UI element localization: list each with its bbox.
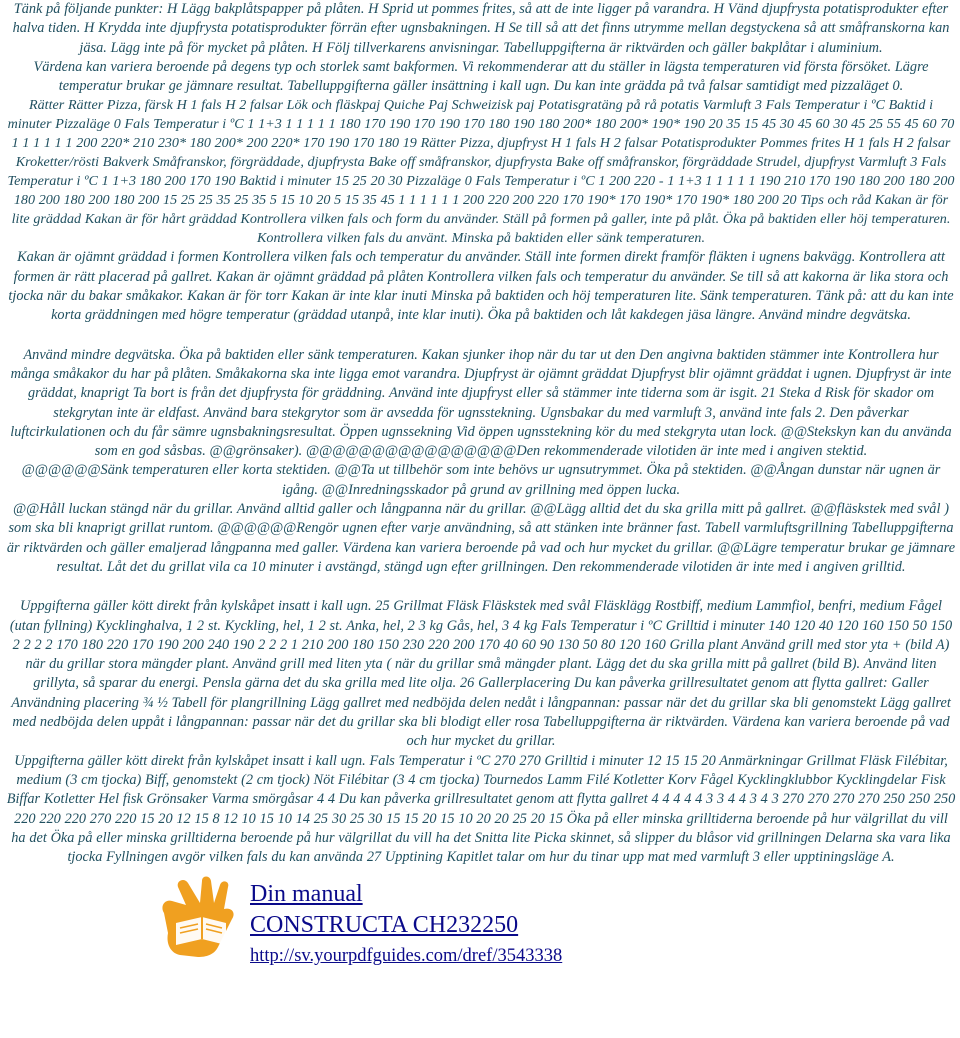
paragraph-baking-notes: Värdena kan variera beroende på degens typ och storlek samt bakformen. Vi rekommenderar att du ställer in lägsta temperaturen vid första försöket. Lägre temperatur brukar ge jämnare resultat. Tabelluppgifterna gäller insättning i kall ugn. Du kan inte grädda på två falsar samtidigt med pizzaläget 0. bbox=[33, 58, 929, 95]
paragraph-baking-table: Rätter Rätter Pizza, färsk H 1 fals H 2 falsar Lök och fläskpaj Quiche Paj Schweizisk paj Potatisgratäng på rå potatis Varmluft 3 Fals Temperatur i ºC Baktid i minuter Pizzaläge 0 Fals Temperatur i ºC 1 1+3 1 1 1 1 1 180 170 190 170 190 170 180 190 180 200* 180 200* 190* 190 20 35 15 45 30 45 60 30 45 25 55 45 60 70 1 1 1 1 1 1 200 220* 210 230* 180 200* 200 220* 170 190 170 180 19 Rätter Pizza, djupfryst H 1 fals H 2 falsar Potatisprodukter Pommes frites H 1 fals H 2 falsar Kroketter/rösti Bakverk Småfranskor, förgräddade, djupfrysta Bake off småfranskor, djupfrysta Bake off småfranskor, förgräddade Strudel, djupfryst Varmluft 3 Fals Temperatur i ºC 1 1+3 180 200 170 190 Baktid i minuter 15 25 20 30 Pizzaläge 0 Fals Temperatur i ºC 1 200 220 - 1 1+3 1 1 1 1 1 190 210 170 190 180 200 180 200 180 200 180 200 180 200 15 25 25 35 25 35 5 15 10 20 5 15 35 45 1 1 1 1 1 1 200 220 200 220 170 190* 170 190* 170 190* 180 200 20 Tips och råd Kakan är för lite gräddad Kakan är för hårt gräddad Kontrollera vilken fals och form du använder. Ställ på formen på galler, inte på plåt. Öka på baktiden eller höj temperaturen. Kontrollera vilken fals du använt. Minska på baktiden eller sänk temperaturen. bbox=[7, 97, 955, 247]
spacer bbox=[6, 326, 956, 346]
paragraph-roasting-tips: @@@@@@Sänk temperaturen eller korta stektiden. @@Ta ut tillbehör som inte behövs ur ugnsutrymmet. Öka på stektiden. @@Ångan dunstar när ugnen är igång. @@Inredningsskador på grund av grillning med öppen lucka. bbox=[21, 462, 941, 498]
product-link[interactable]: CONSTRUCTA CH232250 bbox=[250, 912, 519, 939]
manual-footer bbox=[6, 871, 956, 971]
paragraph-oven-tips: Tänk på följande punkter: H Lägg bakplåtspapper på plåten. H Sprid ut pommes frites, så att de inte ligger på varandra. H Vänd djupfrysta potatisprodukter efter halva tiden. H Krydda inte djupfrysta potatisprodukter förrän efter ugnsbakningen. H Se till så att det finns utrymme mellan degstyckena så att småfranskorna kan jäsa. Lägg inte på för mycket på plåten. H Följ tillverkarens anvisningar. Tabelluppgifterna är riktvärden och gäller bakplåtar i aluminium. bbox=[12, 1, 950, 56]
paragraph-troubleshooting: Kakan är ojämnt gräddad i formen Kontrollera vilken fals och temperatur du använder. Ställ inte formen direkt framför fläkten i ugnens bakvägg. Kontrollera att formen är rätt placerad på gallret. Kakan är ojämnt gräddad på plåten Kontrollera vilken fals och temperatur du använder. Se till så att kakorna är lika stora och tjocka när du bakar småkakor. Kakan är för torr Kakan är inte klar inuti Minska på baktiden och höj temperaturen lite. Sänk temperaturen. Tänk på: att du kan inte korta gräddningen med högre temperatur (gräddad utanpå, inte klar inuti). Öka på baktiden och låt kakdegen jäsa längre. Använd mindre degvätska. bbox=[8, 249, 954, 324]
spacer bbox=[6, 577, 956, 597]
paragraph-roasting: Använd mindre degvätska. Öka på baktiden eller sänk temperaturen. Kakan sjunker ihop när du tar ut den Den angivna baktiden stämmer inte Kontrollera hur många småkakor du har på plåten. Småkakorna ska inte ligga emot varandra. Djupfryst är ojämnt gräddat Djupfryst blir ojämnt gräddat i ugnen. Djupfryst är inte gräddat, knaprigt Ta bort is från det djupfrysta för gräddning. Använd inte djupfryst eller så stämmer inte tiderna som är isgit. 21 Steka d Risk för skador om stekgrytan inte är eldfast. Använd bara stekgrytor som är avsedda för ugnsstekning. Ugnsbakar du med varmluft 3, använd inte fals 2. Den påverkar luftcirkulationen och du får sämre ugnsbakningsresultat. Öppen ugnssekning Vid öppen ugnsstekning kör du med stekgryta utan lock. @@Stekskyn kan du använda som en god såsbas. @@grönsaker). @@@@@@@@@@@@@@@@Den rekommenderade vilotiden är inte med i angiven stektid. bbox=[10, 346, 952, 460]
paragraph-grill-table: Uppgifterna gäller kött direkt från kylskåpet insatt i kall ugn. 25 Grillmat Fläsk Fläskstek med svål Fläsklägg Rostbiff, medium Lammfiol, benfri, medium Fågel (utan fyllning) Kycklinghalva, 1 2 st. Kyckling, hel, 1 2 st. Anka, hel, 2 3 kg Gås, hel, 3 4 kg Fals Temperatur i ºC Grilltid i minuter 140 120 40 120 160 150 50 150 2 2 2 2 170 180 220 170 190 200 240 190 2 2 2 1 210 200 180 150 230 220 200 170 40 60 90 130 50 80 120 160 Grilla plant Använd grill med stor yta + (bild A) när du grillar stora mängder plant. Använd grill med liten yta ( när du grillar små mängder plant. Lägg det du ska grilla mitt på gallret (bild B). Använd liten grillyta, så sparar du energi. Pensla gärna det du ska grilla med lite olja. 26 Gallerplacering Du kan påverka grillresultatet genom att flytta gallret: Galler Användning placering ¾ ½ Tabell för plangrillning Lägg gallret med nedböjda delen nedåt i långpannan: passar när det du grillar ska bli genomstekt Lägg gallret med nedböjda delen uppåt i långpannan: passar när det du grillar ska bli blodigt eller rosa Tabelluppgifterna är riktvärden. Värdena kan variera beroende på vad och hur mycket du grillar. bbox=[9, 598, 953, 750]
footer-text-block bbox=[250, 871, 562, 971]
paragraph-grilling: @@Håll luckan stängd när du grillar. Använd alltid galler och långpanna när du grillar. @@Lägg alltid det du ska grilla mitt på gallret. @@fläskstek med svål ) som ska bli knaprigt grillat runtom. @@@@@@Rengör ugnen efter varje användning, så att stänken inte bränner fast. Tabell varmluftsgrillning Tabelluppgifterna är riktvärden och gäller emaljerad långpanna med galler. Värdena kan variera beroende på vad och hur mycket du grillar. @@Lägre temperatur brukar ge jämnare resultat. Låt det du grillat vila ca 10 minuter i avstängd, stängd ugn efter grillningen. Den rekommenderade vilotiden är inte med i angiven grilltid. bbox=[6, 501, 956, 575]
paragraph-plate-grill-table: Uppgifterna gäller kött direkt från kylskåpet insatt i kall ugn. Fals Temperatur i ºC 270 270 Grilltid i minuter 12 15 15 20 Anmärkningar Grillmat Fläsk Filébitar, medium (3 cm tjocka) Biff, genomstekt (2 cm tjock) Nöt Filébitar (3 4 cm tjocka) Tournedos Lamm Filé Kotletter Korv Fågel Kycklingklubbor Kycklingdelar Fisk Biffar Kotletter Hel fisk Grönsaker Varma smörgåsar 4 4 Du kan påverka grillresultatet genom att flytta gallret 4 4 4 4 4 3 3 4 4 3 4 3 270 270 270 270 250 250 250 220 220 220 270 220 15 20 12 15 8 12 10 15 10 14 25 30 25 30 15 15 20 15 10 20 20 25 20 15 Öka på eller minska grilltiderna beroende på hur välgrillat du vill ha det Öka på eller minska grilltiderna beroende på hur välgrillat du vill ha det Snitta lite Picka skinnet, så slipper du blåsor vid grillningen Delarna ska vara lika tjocka Fyllningen avgör vilken fals du kan använda 27 Upptining Kapitlet talar om hur du tinar upp mat med varmluft 3 eller upptiningsläge A. bbox=[6, 752, 956, 866]
url-link[interactable]: http://sv.yourpdfguides.com/dref/3543338 bbox=[250, 946, 563, 967]
manual-link[interactable]: Din manual bbox=[250, 881, 363, 908]
hand-book-logo-icon bbox=[156, 873, 238, 959]
